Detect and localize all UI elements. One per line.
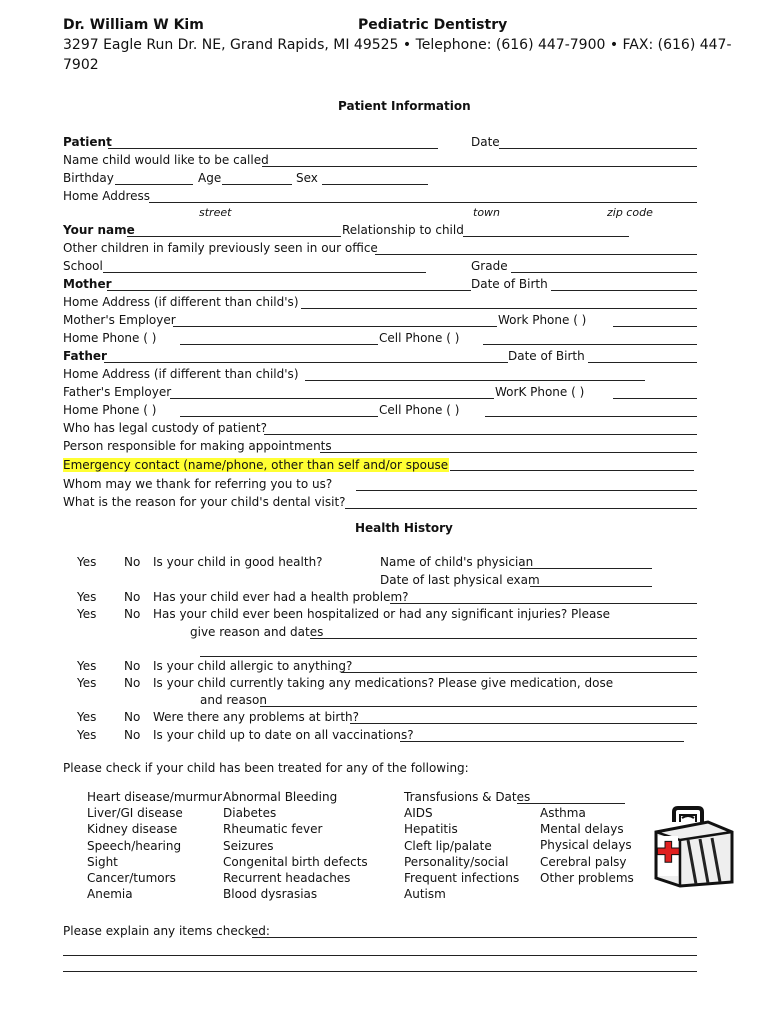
father-cell-phone-field[interactable] — [485, 416, 697, 417]
patient-field[interactable] — [108, 148, 438, 149]
mother-work-phone-label: Work Phone ( ) — [498, 313, 587, 327]
health-history-title: Health History — [355, 521, 453, 535]
condition-item[interactable]: Seizures — [223, 838, 274, 853]
no-option[interactable]: No — [124, 659, 141, 673]
home-address-field[interactable] — [149, 202, 697, 203]
mother-employer-field[interactable] — [173, 326, 497, 327]
condition-item[interactable]: Blood dysrasias — [223, 887, 318, 902]
conditions-intro: Please check if your child has been treated for any of the following: — [63, 761, 469, 775]
explain-label: Please explain any items checked: — [63, 924, 270, 938]
q-good-health: Is your child in good health? — [153, 555, 323, 569]
condition-item[interactable]: Transfusions & Dates — [404, 790, 531, 804]
condition-item[interactable]: Heart disease/murmur — [87, 790, 223, 804]
grade-label: Grade — [471, 259, 508, 273]
mother-cell-phone-field[interactable] — [483, 344, 697, 345]
no-option[interactable]: No — [124, 710, 141, 724]
relationship-field[interactable] — [463, 236, 629, 237]
hospitalized-field-2[interactable] — [200, 656, 697, 657]
explain-field[interactable] — [252, 937, 697, 938]
condition-item[interactable]: Speech/hearing — [87, 838, 182, 853]
relationship-label: Relationship to child — [342, 223, 464, 237]
custody-field[interactable] — [264, 434, 697, 435]
age-field[interactable] — [222, 184, 292, 185]
q-medications: Is your child currently taking any medications? Please give medication, dose — [153, 676, 614, 690]
age-label: Age — [198, 171, 222, 185]
condition-item[interactable]: Asthma — [540, 806, 586, 820]
your-name-label: Your name — [63, 223, 135, 237]
other-children-label: Other children in family previously seen in our office — [63, 241, 378, 255]
father-work-phone-field[interactable] — [613, 398, 697, 399]
mother-label: Mother — [63, 277, 112, 291]
condition-item[interactable]: Mental delays — [540, 822, 624, 837]
q-birth-problems: Were there any problems at birth? — [153, 710, 360, 724]
yes-option[interactable]: Yes — [77, 659, 97, 673]
your-name-field[interactable] — [127, 236, 341, 237]
last-exam-field[interactable] — [530, 586, 652, 587]
yes-option[interactable]: Yes — [77, 590, 97, 604]
home-address-label: Home Address — [63, 189, 151, 203]
condition-item[interactable]: Rheumatic fever — [223, 822, 323, 837]
yes-option[interactable]: Yes — [77, 710, 97, 724]
referral-field[interactable] — [356, 490, 697, 491]
condition-item[interactable]: Frequent infections — [404, 871, 520, 885]
reason-label: What is the reason for your child's dental visit? — [63, 495, 346, 509]
doctor-name: Dr. William W Kim — [63, 17, 204, 33]
father-address-field[interactable] — [305, 380, 645, 381]
yes-option[interactable]: Yes — [77, 555, 97, 569]
condition-item[interactable]: Other problems — [540, 870, 634, 885]
condition-item[interactable]: Diabetes — [223, 806, 277, 821]
patient-label: Patient — [63, 135, 112, 149]
father-employer-label: Father's Employer — [63, 385, 172, 399]
grade-field[interactable] — [511, 272, 697, 273]
reason-field[interactable] — [345, 508, 697, 509]
birthday-label: Birthday — [63, 171, 114, 185]
birth-problems-field[interactable] — [350, 723, 697, 724]
condition-item[interactable]: Hepatitis — [404, 822, 458, 837]
explain-field-3[interactable] — [63, 971, 697, 972]
father-home-phone-field[interactable] — [180, 416, 378, 417]
school-label: School — [63, 259, 103, 273]
school-field[interactable] — [103, 272, 426, 273]
condition-item[interactable]: Recurrent headaches — [223, 871, 351, 885]
vaccinations-field[interactable] — [400, 741, 684, 742]
referral-label: Whom may we thank for referring you to us? — [63, 477, 333, 491]
yes-option[interactable]: Yes — [77, 728, 97, 742]
father-address-label: Home Address (if different than child's) — [63, 367, 299, 381]
q-hospitalized-cont: give reason and dates — [190, 625, 324, 639]
condition-item[interactable]: Autism — [404, 887, 446, 902]
town-caption: town — [473, 206, 501, 219]
father-label: Father — [63, 349, 107, 363]
q-medications-cont: and reason — [200, 693, 267, 707]
father-dob-label: Date of Birth — [508, 349, 585, 363]
father-dob-field[interactable] — [588, 362, 697, 363]
condition-item[interactable]: Physical delays — [540, 838, 632, 853]
date-field[interactable] — [499, 148, 697, 149]
sex-field[interactable] — [322, 184, 428, 185]
no-option[interactable]: No — [124, 555, 141, 569]
address-line: 3297 Eagle Run Dr. NE, Grand Rapids, MI 49525 • Telephone: (616) 447-7900 • FAX: (616) 447- — [63, 37, 732, 53]
mother-cell-phone-label: Cell Phone ( ) — [379, 331, 460, 345]
hospitalized-field[interactable] — [310, 638, 697, 639]
q-vaccinations: Is your child up to date on all vaccinations? — [153, 728, 414, 742]
mother-dob-field[interactable] — [551, 290, 697, 291]
yes-option[interactable]: Yes — [77, 607, 97, 621]
condition-item[interactable]: Personality/social — [404, 854, 509, 869]
birthday-field[interactable] — [115, 184, 193, 185]
mother-dob-label: Date of Birth — [471, 277, 548, 291]
zip-caption: zip code — [607, 206, 653, 219]
condition-item[interactable]: Liver/GI disease — [87, 806, 183, 821]
yes-option[interactable]: Yes — [77, 676, 97, 690]
explain-field-2[interactable] — [63, 955, 697, 956]
q-health-problem: Has your child ever had a health problem? — [153, 590, 409, 604]
mother-field[interactable] — [107, 290, 471, 291]
q-allergic: Is your child allergic to anything? — [153, 659, 353, 673]
q-hospitalized: Has your child ever been hospitalized or had any significant injuries? Please — [153, 607, 610, 621]
condition-item[interactable]: Abnormal Bleeding — [223, 790, 338, 804]
no-option[interactable]: No — [124, 676, 141, 690]
called-label: Name child would like to be called — [63, 153, 269, 167]
emergency-field[interactable] — [450, 470, 694, 471]
father-work-phone-label: WorK Phone ( ) — [495, 385, 585, 399]
date-label: Date — [471, 135, 500, 149]
practice-name: Pediatric Dentistry — [358, 17, 508, 33]
condition-item[interactable]: Congenital birth defects — [223, 854, 368, 869]
condition-item[interactable]: Cleft lip/palate — [404, 838, 492, 853]
appointments-label: Person responsible for making appointments — [63, 439, 332, 453]
mother-employer-label: Mother's Employer — [63, 313, 176, 327]
transfusion-dates-field[interactable] — [517, 803, 625, 804]
mother-work-phone-field[interactable] — [613, 326, 697, 327]
condition-item[interactable]: Cerebral palsy — [540, 854, 627, 869]
first-aid-kit-icon — [652, 806, 736, 888]
physician-field[interactable] — [520, 568, 652, 569]
condition-item[interactable]: Kidney disease — [87, 822, 178, 837]
condition-item[interactable]: AIDS — [404, 806, 433, 821]
condition-item[interactable]: Cancer/tumors — [87, 871, 176, 885]
allergic-field[interactable] — [341, 672, 697, 673]
mother-home-phone-label: Home Phone ( ) — [63, 331, 157, 345]
custody-label: Who has legal custody of patient? — [63, 421, 267, 435]
mother-address-field[interactable] — [301, 308, 697, 309]
physician-label: Name of child's physician — [380, 555, 534, 569]
father-field[interactable] — [104, 362, 508, 363]
sex-label: Sex — [296, 171, 318, 185]
street-caption: street — [199, 206, 232, 219]
last-exam-label: Date of last physical exam — [380, 573, 540, 587]
condition-item[interactable]: Anemia — [87, 887, 133, 902]
medications-field[interactable] — [260, 706, 697, 707]
condition-item[interactable]: Sight — [87, 854, 118, 869]
health-problem-field[interactable] — [390, 603, 697, 604]
father-home-phone-label: Home Phone ( ) — [63, 403, 157, 417]
no-option[interactable]: No — [124, 607, 141, 621]
patient-info-title: Patient Information — [338, 99, 471, 113]
address-cont: 7902 — [63, 57, 99, 73]
mother-address-label: Home Address (if different than child's) — [63, 295, 299, 309]
mother-home-phone-field[interactable] — [180, 344, 378, 345]
emergency-label: Emergency contact (name/phone, other than self and/or spouse — [63, 458, 449, 472]
father-employer-field[interactable] — [170, 398, 494, 399]
no-option[interactable]: No — [124, 728, 141, 742]
no-option[interactable]: No — [124, 590, 141, 604]
other-children-field[interactable] — [375, 254, 697, 255]
appointments-field[interactable] — [320, 452, 697, 453]
father-cell-phone-label: Cell Phone ( ) — [379, 403, 460, 417]
called-field[interactable] — [262, 166, 697, 167]
